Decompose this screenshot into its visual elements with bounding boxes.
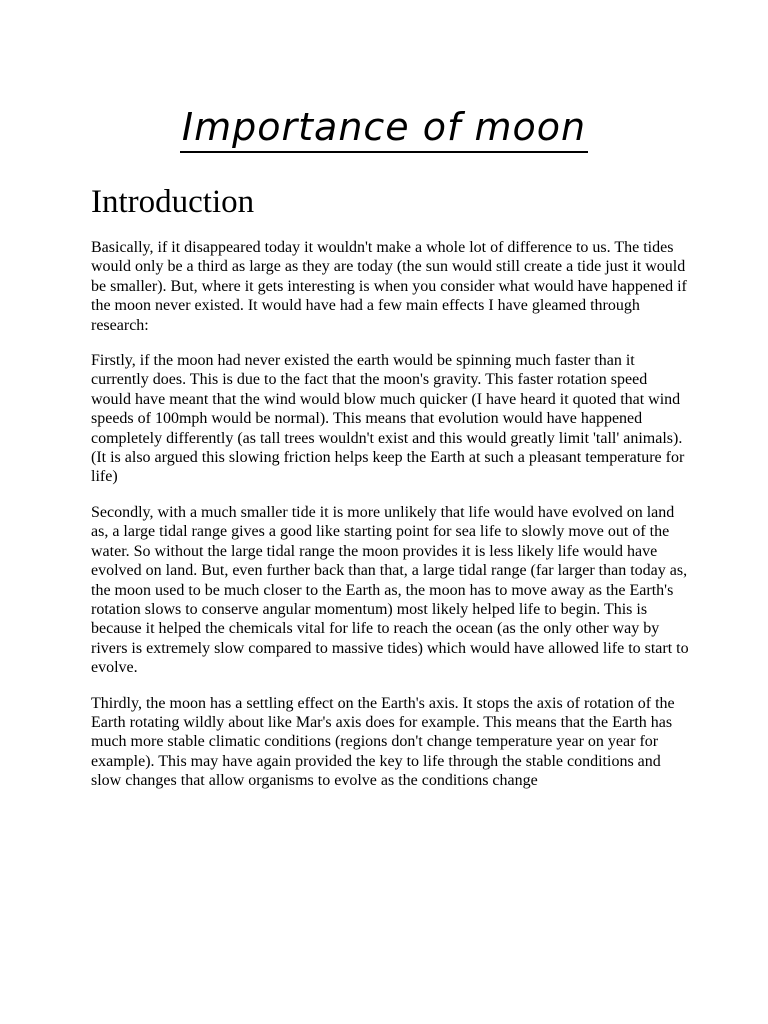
document-title-text: Importance of moon xyxy=(180,104,588,153)
paragraph-thirdly: Thirdly, the moon has a settling effect on the Earth's axis. It stops the axis of rotation of the Earth rotating wildly about like Mar's axis does for example. This means that the Earth has much more stable climatic conditions (regions don't change temperature year on year for example). This may have again provided the key to life through the stable conditions and slow changes that allow organisms to evolve as the conditions change xyxy=(91,694,675,790)
document-title xyxy=(0,104,768,153)
section-heading: Introduction xyxy=(91,184,255,220)
paragraph-firstly: Firstly, if the moon had never existed the earth would be spinning much faster than it currently does. This is due to the fact that the moon's gravity. This faster rotation speed would have meant that the wind would blow much quicker (I have heard it quoted that wind speeds of 100mph would be normal). This means that evolution would have happened completely differently (as tall trees wouldn't exist and this would greatly limit 'tall' animals). (It is also argued this slowing friction helps keep the Earth at such a pleasant temperature for life) xyxy=(91,352,685,486)
body-text xyxy=(91,238,689,807)
paragraph-intro: Basically, if it disappeared today it wouldn't make a whole lot of difference to us. The tides would only be a third as large as they are today (the sun would still create a tide just it would be smaller). But, where it gets interesting is when you consider what would have happened if the moon never existed. It would have had a few main effects I have gleamed through research: xyxy=(91,239,687,334)
paragraph-secondly: Secondly, with a much smaller tide it is more unlikely that life would have evolved on land as, a large tidal range gives a good like starting point for sea life to slowly move out of the water. So without the large tidal range the moon provides it is less likely life would have evolved on land. But, even further back than that, a large tidal range (far larger than today as, the moon used to be much closer to the Earth as, the moon has to move away as the Earth's rotation slows to conserve angular momentum) most likely helped life to begin. This is because it helped the chemicals vital for life to reach the ocean (as the only other way by rivers is extremely slow compared to massive tides) which would have allowed life to start to evolve. xyxy=(91,503,689,677)
